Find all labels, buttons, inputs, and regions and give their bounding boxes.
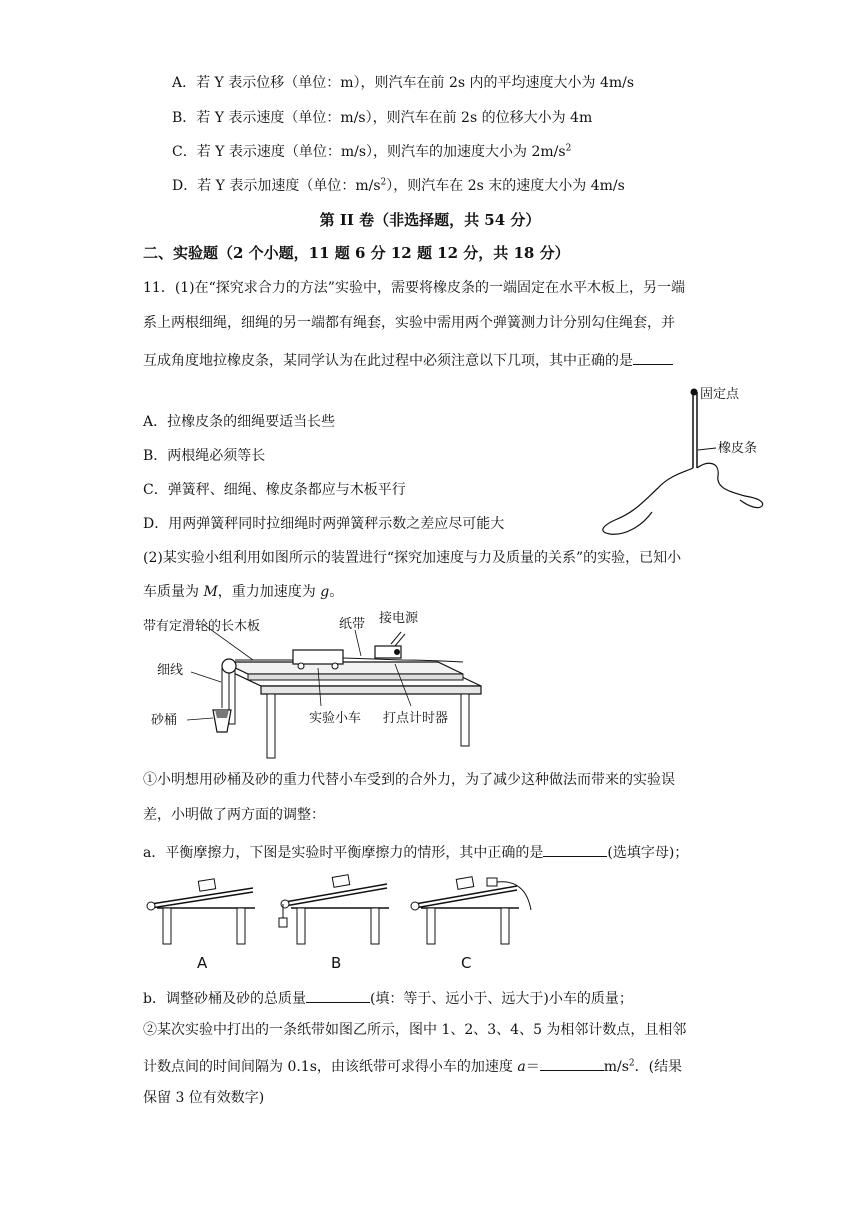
setup-b [279, 875, 389, 972]
q11-p2-line1: (2)某实验小组利用如图所示的装置进行“探究加速度与力及质量的关系”的实验，已知小 [143, 550, 682, 566]
label-power: 接电源 [379, 611, 419, 626]
q11-option-d: D．用两弹簧秤同时拉细绳时两弹簧秤示数之差应尽可能大 [143, 516, 505, 532]
q11-option-a: A．拉橡皮条的细绳要适当长些 [143, 414, 336, 430]
q11-s2-line3: 保留 3 位有效数字) [143, 1090, 265, 1106]
option-a: A．若 Y 表示位移（单位：m），则汽车在前 2s 内的平均速度大小为 4m/s [172, 75, 635, 91]
setup-c [411, 877, 531, 972]
label-fixed-point: 固定点 [700, 387, 740, 402]
label-setup-b: B [331, 954, 342, 972]
section-title: 第 II 卷（非选择题，共 54 分） [319, 211, 541, 229]
q11-s2-line2: 计数点间的时间间隔为 0.1s，由该纸带可求得小车的加速度 $a= m/s^2$．(结果 [143, 1054, 682, 1077]
answer-blank-3 [306, 986, 370, 1003]
answer-blank-2 [543, 840, 607, 857]
label-timer: 打点计时器 [383, 711, 449, 726]
label-setup-c: C [461, 954, 472, 972]
q11-option-b: B．两根绳必须等长 [143, 448, 266, 464]
setup-a [147, 879, 255, 972]
q11-option-c: C．弹簧秤、细绳、橡皮条都应与木板平行 [143, 482, 406, 498]
label-board: 带有定滑轮的长木板 [143, 619, 261, 634]
cart [293, 650, 343, 664]
q11-s1-line1: ①小明想用砂桶及砂的重力代替小车受到的合外力，为了减少这种做法而带来的实验误 [143, 772, 675, 788]
label-tape: 纸带 [339, 617, 366, 632]
option-b: B．若 Y 表示速度（单位：m/s），则汽车在前 2s 的位移大小为 4m [172, 110, 593, 126]
pulley [222, 659, 236, 673]
label-string: 细线 [157, 663, 184, 678]
label-bucket: 砂桶 [151, 713, 178, 728]
q11-s1-line2: 差，小明做了两方面的调整： [143, 807, 325, 823]
label-rubber-band: 橡皮条 [718, 441, 758, 456]
q11-p1-line3: 互成角度地拉橡皮条，某同学认为在此过程中必须注意以下几项，其中正确的是 [143, 348, 673, 371]
friction-setups-figure [143, 868, 543, 978]
answer-blank-1 [633, 348, 673, 365]
q11-sa: a．平衡摩擦力，下图是实验时平衡摩擦力的情形，其中正确的是 (选填字母)； [143, 840, 688, 863]
q11-p1-line1: 11．(1)在“探究求合力的方法”实验中，需要将橡皮条的一端固定在水平木板上，另一端 [143, 280, 685, 296]
option-c: C．若 Y 表示速度（单位：m/s），则汽车的加速度大小为 $2m/s^2$ [172, 143, 572, 160]
option-d: D．若 Y 表示加速度（单位：$m/s^2$），则汽车在 2s 末的速度大小为 4m/s [172, 177, 625, 194]
q11-sb: b．调整砂桶及砂的总质量 (填：等于、远小于、远大于)小车的质量； [143, 986, 633, 1009]
q11-p1-line2: 系上两根细绳，细绳的另一端都有绳套，实验中需用两个弹簧测力计分别勾住绳套，并 [143, 315, 675, 331]
apparatus-figure [143, 606, 493, 766]
rubber-band-figure [590, 380, 790, 540]
label-setup-a: A [197, 954, 208, 972]
q11-p2-line2: 车质量为 M，重力加速度为 g。 [143, 584, 344, 600]
label-cart: 实验小车 [309, 711, 362, 726]
answer-blank-4 [540, 1054, 604, 1071]
q11-s2-line1: ②某次实验中打出的一条纸带如图乙所示，图中 1、2、3、4、5 为相邻计数点，且相邻 [143, 1022, 687, 1038]
part-title: 二、实验题（2 个小题，11 题 6 分 12 题 12 分，共 18 分） [143, 244, 570, 262]
